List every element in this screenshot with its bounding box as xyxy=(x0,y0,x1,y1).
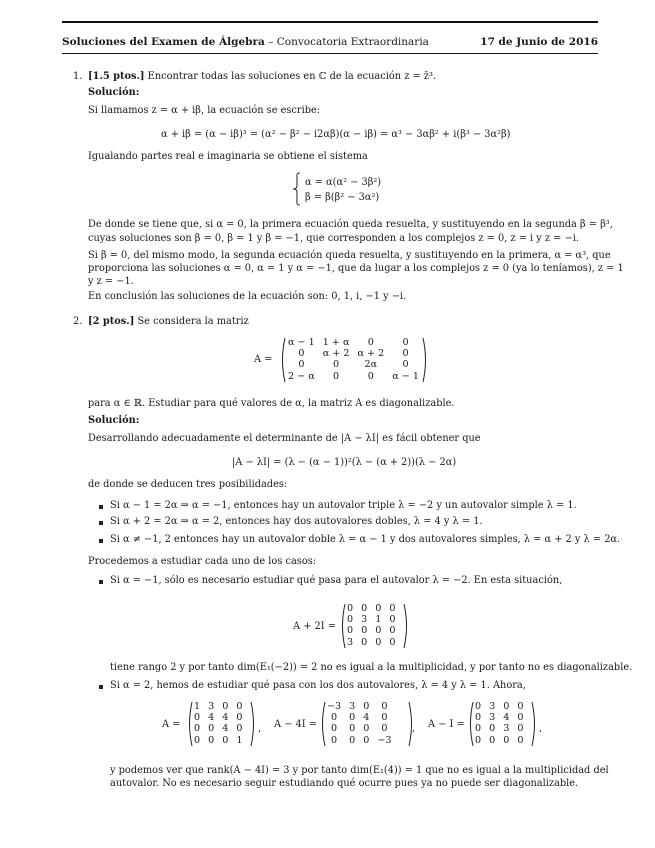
p1-equation-1: α + iβ = (α − iβ)³ = (α² − β² − i2αβ)(α − iβ) = α³ − 3αβ² + i(β³ − 3α²β) xyxy=(161,129,511,140)
p1-line-7: y z = −1. xyxy=(88,276,134,287)
header-title: Soluciones del Examen de Álgebra xyxy=(62,36,265,48)
matrix-cell: 4 xyxy=(363,712,370,724)
matrix-cell: 0 xyxy=(347,614,354,626)
problem-1-points: [1.5 ptos.] xyxy=(88,71,145,82)
matrix-row xyxy=(284,359,423,370)
matrix-cell: 3 xyxy=(208,701,215,712)
matrix-cell: 0 xyxy=(363,701,370,712)
matrix-row xyxy=(343,625,399,636)
matrix-left-paren xyxy=(340,603,346,649)
possibility-2: Si α + 2 = 2α ⇒ α = 2, entonces hay dos autovalores dobles, λ = 4 y λ = 1. xyxy=(110,516,483,527)
matrix-row xyxy=(284,337,423,348)
matrix-cell: 0 xyxy=(375,603,382,614)
matrix-cell: −3 xyxy=(377,734,392,746)
matrix-row xyxy=(284,348,423,359)
system-brace xyxy=(292,172,302,206)
possibility-3: Si α ≠ −1, 2 entonces hay un autovalor doble λ = α − 1 y dos autovalores simples, λ = α + 2 y λ = 2α. xyxy=(110,534,621,545)
header-title-group xyxy=(62,36,429,50)
matrix-cell: 0 xyxy=(375,636,382,648)
matrix-cell: 0 xyxy=(363,723,370,735)
bullet-icon xyxy=(99,539,103,543)
matrix-cell: 0 xyxy=(389,636,396,648)
matrix-cell: 0 xyxy=(389,614,396,626)
matrix-cell: 0 xyxy=(375,625,382,637)
matrix-cell: α − 1 xyxy=(392,370,419,382)
matrix-cell: 0 xyxy=(194,734,201,746)
matrix-cell: 2α xyxy=(364,359,378,371)
matrix-row xyxy=(323,701,396,712)
possibility-1: Si α − 1 = 2α ⇒ α = −1, entonces hay un autovalor triple λ = −2 y un autovalor simple λ = 1. xyxy=(110,500,577,511)
matrix-cell: 4 xyxy=(208,712,215,724)
matrix-cell: 3 xyxy=(349,701,356,712)
matrix-cell: 4 xyxy=(222,712,229,724)
page-header xyxy=(62,36,598,50)
matrix-cell: 0 xyxy=(475,734,482,746)
matrix-A-table xyxy=(284,337,423,382)
problem-1-statement xyxy=(88,71,436,83)
matrix-cell: 0 xyxy=(331,723,338,735)
problem-2-number: 2. xyxy=(73,316,83,327)
matrix-A2-label: A = xyxy=(162,719,181,730)
matrix-cell: 0 xyxy=(389,603,396,614)
matrix-cell: 1 xyxy=(236,734,243,746)
p1-line-2: Igualando partes real e imaginaria se obtiene el sistema xyxy=(88,151,368,162)
matrix-cell: 4 xyxy=(503,712,510,724)
matrix-cell: 2 − α xyxy=(288,370,315,382)
header-subtitle: – Convocatoria Extraordinaria xyxy=(268,36,429,48)
matrix-cell: 0 xyxy=(402,337,409,348)
matrix-cell: α + 2 xyxy=(322,348,350,360)
problem-2-text: Se considera la matriz xyxy=(134,316,249,327)
matrix-cell: 3 xyxy=(503,723,510,735)
matrix-left-paren xyxy=(320,701,326,747)
matrix-cell: 0 xyxy=(381,723,388,735)
matrix-row xyxy=(343,614,399,625)
matrix-A-left-paren xyxy=(280,337,286,383)
matrix-cell: 0 xyxy=(517,734,524,746)
header-top-rule xyxy=(62,21,598,23)
p1-line-5: Si β = 0, del mismo modo, la segunda ecuación queda resuelta, y sustituyendo en la primera, α = α³, que xyxy=(88,250,611,261)
matrix-left-paren xyxy=(187,701,193,747)
matrix-cell: 0 xyxy=(236,712,243,724)
matrix-cell: 1 xyxy=(375,614,382,626)
matrix-row xyxy=(190,723,246,734)
bullet-icon xyxy=(99,580,103,584)
matrix-cell: 0 xyxy=(298,359,305,371)
matrix-cell: 0 xyxy=(347,603,354,614)
matrix-cell: 0 xyxy=(331,712,338,724)
problem-1-solution-label: Solución: xyxy=(88,87,140,98)
matrix-cell: 0 xyxy=(361,603,368,614)
p2-line-4: Procedemos a estudiar cada uno de los casos: xyxy=(88,556,317,567)
matrix-cell: 0 xyxy=(389,625,396,637)
matrix-cell: 0 xyxy=(517,723,524,735)
matrix-cell: 0 xyxy=(367,370,374,382)
matrix-cell: 0 xyxy=(489,734,496,746)
matrix-cell: 1 + α xyxy=(322,337,350,348)
matrix-cell: 0 xyxy=(475,701,482,712)
matrix-cell: 0 xyxy=(236,701,243,712)
matrix-A-right-paren xyxy=(422,337,428,383)
header-bottom-rule xyxy=(62,53,598,54)
p1-line-6: proporciona las soluciones α = 0, α = 1 y α = −1, que da lugar a los complejos z = 0 (ya lo teníamos), z = 1 xyxy=(88,263,624,274)
matrix-cell: 3 xyxy=(361,614,368,626)
matrix-row xyxy=(343,603,399,614)
matrix-A-plus-2I-label: A + 2I = xyxy=(293,621,336,632)
matrix-row xyxy=(471,701,527,712)
matrix-cell: 0 xyxy=(222,734,229,746)
matrix-cell: 0 xyxy=(361,636,368,648)
matrix-cell: 1 xyxy=(194,701,201,712)
matrix-cell: 0 xyxy=(402,348,409,360)
matrix-row xyxy=(343,637,399,648)
bullet-icon xyxy=(99,505,103,509)
matrix-A-label: A = xyxy=(254,354,273,365)
matrix-cell: 0 xyxy=(367,337,374,348)
matrix-cell: 0 xyxy=(517,712,524,724)
comma-separator: , xyxy=(258,723,262,734)
matrix-A-minus-I-table xyxy=(471,701,527,746)
problem-2-solution-label: Solución: xyxy=(88,415,140,426)
matrix-cell: 0 xyxy=(381,712,388,724)
matrix-cell: 0 xyxy=(503,734,510,746)
matrix-row xyxy=(190,712,246,723)
system-equation-2: β = β(β² − 3α²) xyxy=(305,192,380,203)
matrix-row xyxy=(284,371,423,382)
system-equation-1: α = α(α² − 3β²) xyxy=(305,177,382,188)
comma-separator: , xyxy=(539,723,543,734)
case-2-intro: Si α = 2, hemos de estudiar qué pasa con los dos autovalores, λ = 4 y λ = 1. Ahora, xyxy=(110,680,526,691)
matrix-cell: 0 xyxy=(333,370,340,382)
case-1-conclusion: tiene rango 2 y por tanto dim(E₁(−2)) = 2 no es igual a la multiplicidad, y por tanto no es diagonalizable. xyxy=(110,662,633,673)
matrix-A xyxy=(280,337,423,382)
matrix-cell: 0 xyxy=(194,712,201,724)
matrix-cell: 0 xyxy=(194,723,201,735)
case-1-intro: Si α = −1, sólo es necesario estudiar qué pasa para el autovalor λ = −2. En esta situación, xyxy=(110,575,563,586)
matrix-A-minus-4I-table xyxy=(323,701,396,746)
matrix-A-minus-4I-label: A − 4I = xyxy=(274,719,317,730)
matrix-A-plus-2I-table xyxy=(343,603,399,648)
problem-1-text: Encontrar todas las soluciones en ℂ de la ecuación z = z̄³. xyxy=(144,71,437,82)
p2-line-1: para α ∈ ℝ. Estudiar para qué valores de α, la matriz A es diagonalizable. xyxy=(88,398,455,409)
p2-det-equation: |A − λI| = (λ − (α − 1))²(λ − (α + 2))(λ − 2α) xyxy=(232,457,457,468)
matrix-cell: 0 xyxy=(475,723,482,735)
matrix-cell: 0 xyxy=(208,723,215,735)
matrix-cell: 3 xyxy=(489,712,496,724)
p2-line-2: Desarrollando adecuadamente el determinante de |A − λI| es fácil obtener que xyxy=(88,433,481,444)
matrix-A-minus-4I xyxy=(320,701,396,746)
matrix-cell: 0 xyxy=(503,701,510,712)
matrix-row xyxy=(471,712,527,723)
p1-conclusion: En conclusión las soluciones de la ecuación son: 0, 1, i, −1 y −i. xyxy=(88,291,407,302)
matrix-right-paren xyxy=(531,701,537,747)
p2-line-3: de donde se deducen tres posibilidades: xyxy=(88,479,288,490)
matrix-cell: 0 xyxy=(236,723,243,735)
case-2-conclusion-2: autovalor. No es necesario seguir estudiando qué ocurre pues ya no puede ser diagonalizable. xyxy=(110,778,579,789)
matrix-cell: 0 xyxy=(475,712,482,724)
matrix-cell: α + 2 xyxy=(357,348,385,360)
p1-line-4: cuyas soluciones son β = 0, β = 1 y β = −1, que corresponden a los complejos z = 0, z = i y z = −i. xyxy=(88,233,579,244)
matrix-right-paren xyxy=(250,701,256,747)
case-2-conclusion-1: y podemos ver que rank(A − 4I) = 3 y por tanto dim(E₁(4)) = 1 que no es igual a la multiplicidad del xyxy=(110,765,609,776)
matrix-cell: 3 xyxy=(347,636,354,648)
problem-1-number: 1. xyxy=(73,71,83,82)
matrix-A-minus-I xyxy=(468,701,527,746)
p1-line-3: De donde se tiene que, si α = 0, la primera ecuación queda resuelta, y sustituyendo en la segunda β = β³, xyxy=(88,219,613,230)
matrix-cell: 0 xyxy=(349,723,356,735)
matrix-cell: 0 xyxy=(381,701,388,712)
matrix-row xyxy=(190,735,246,746)
matrix-cell: 0 xyxy=(363,734,370,746)
matrix-row xyxy=(471,723,527,734)
matrix-cell: 3 xyxy=(489,701,496,712)
matrix-cell: 0 xyxy=(517,701,524,712)
comma-separator: , xyxy=(412,723,416,734)
p1-line-1: Si llamamos z = α + iβ, la ecuación se escribe: xyxy=(88,105,321,116)
bullet-icon xyxy=(99,521,103,525)
matrix-cell: 0 xyxy=(222,701,229,712)
matrix-A-minus-I-label: A − I = xyxy=(428,719,465,730)
matrix-left-paren xyxy=(468,701,474,747)
matrix-cell: 0 xyxy=(298,348,305,360)
matrix-cell: 0 xyxy=(489,723,496,735)
matrix-cell: 0 xyxy=(349,734,356,746)
matrix-A2-table xyxy=(190,701,246,746)
matrix-A-plus-2I xyxy=(340,603,399,648)
header-date: 17 de Junio de 2016 xyxy=(480,36,598,48)
matrix-cell: 0 xyxy=(402,359,409,371)
problem-2-statement xyxy=(88,316,249,328)
matrix-cell: 0 xyxy=(349,712,356,724)
matrix-row xyxy=(323,712,396,723)
matrix-cell: −3 xyxy=(327,701,342,712)
matrix-row xyxy=(190,701,246,712)
matrix-cell: α − 1 xyxy=(288,337,315,348)
matrix-row xyxy=(323,723,396,734)
problem-2-points: [2 ptos.] xyxy=(88,316,135,327)
matrix-cell: 0 xyxy=(361,625,368,637)
matrix-cell: 4 xyxy=(222,723,229,735)
bullet-icon xyxy=(99,685,103,689)
matrix-A2 xyxy=(187,701,246,746)
matrix-right-paren xyxy=(403,603,409,649)
matrix-cell: 0 xyxy=(347,625,354,637)
matrix-cell: 0 xyxy=(333,359,340,371)
matrix-row xyxy=(471,735,527,746)
matrix-cell: 0 xyxy=(331,734,338,746)
matrix-row xyxy=(323,735,396,746)
matrix-cell: 0 xyxy=(208,734,215,746)
